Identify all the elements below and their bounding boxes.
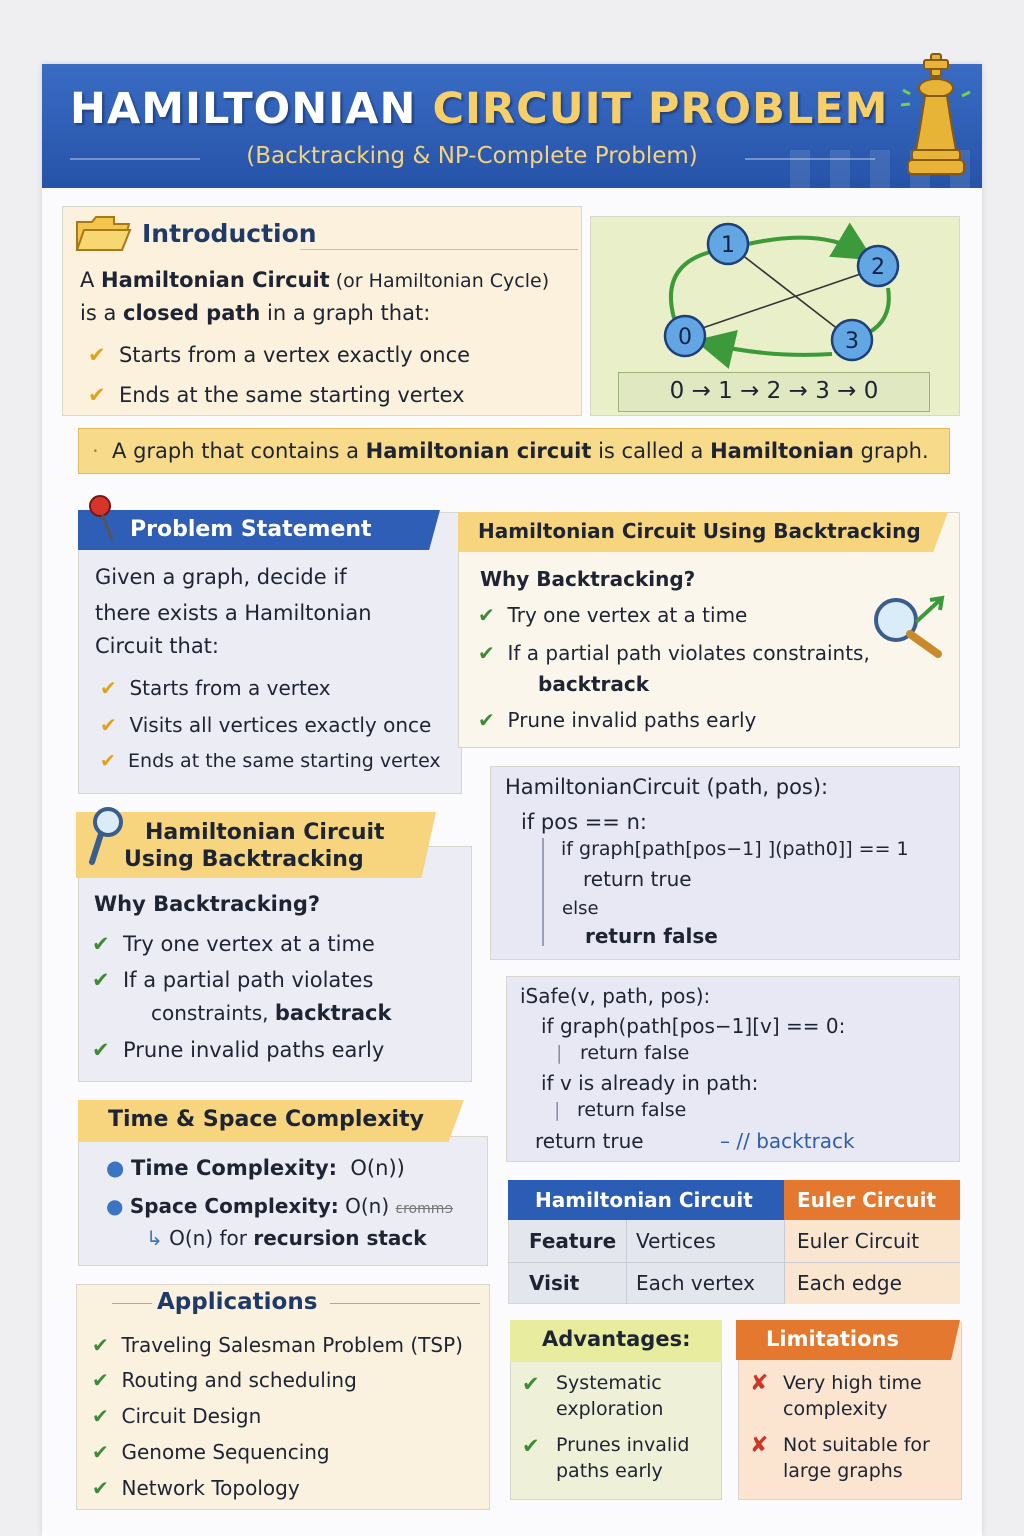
check-icon: ✔ <box>478 603 495 627</box>
applications-rule-right <box>330 1303 480 1304</box>
intro-line1: A Hamiltonian Circuit (or Hamiltonian Cycle) <box>80 268 550 292</box>
problem-line: Circuit that: <box>95 634 219 658</box>
graph-node-label: 0 <box>678 325 692 350</box>
complexity-heading: Time & Space Complexity <box>108 1107 424 1132</box>
code-line: if v is already in path: <box>541 1071 759 1095</box>
code-line: HamiltonianCircuit (path, pos): <box>505 775 829 799</box>
cross-icon: ✘ <box>750 1433 769 1458</box>
graph-node-label: 1 <box>721 233 735 258</box>
page-subtitle: (Backtracking & NP-Complete Problem) <box>246 143 698 169</box>
backtrack-bullet: ✔ If a partial path violates <box>92 968 374 992</box>
backtrack-continuation: constraints, backtrack <box>151 1001 392 1025</box>
code-line: return true <box>535 1129 644 1153</box>
code-indent-mark: | <box>554 1099 561 1121</box>
advantage-item: Prunes invalid <box>556 1434 690 1456</box>
page-title <box>70 84 900 134</box>
time-complexity: ● Time Complexity: O(n)) <box>106 1156 405 1180</box>
intro-bullet: ✔ Starts from a vertex exactly once <box>88 343 471 367</box>
table-cell: Vertices <box>636 1229 716 1253</box>
problem-bullet: ✔ Starts from a vertex <box>100 676 331 700</box>
table-cell: Feature <box>529 1229 617 1253</box>
table-header-label: Euler Circuit <box>797 1188 937 1212</box>
code-line: if graph(path[pos−1][v] == 0: <box>541 1014 846 1038</box>
code-line: return false <box>585 924 718 948</box>
check-icon: ✔ <box>92 932 110 956</box>
title-part1: HAMILTONIAN <box>70 84 417 134</box>
backtrack-bullet: ✔ Prune invalid paths early <box>478 708 757 732</box>
backtrack-bullet: ✔ Try one vertex at a time <box>478 603 748 627</box>
code-line: iSafe(v, path, pos): <box>520 984 711 1008</box>
application-item: ✔ Genome Sequencing <box>92 1440 330 1464</box>
table-cell: Each vertex <box>636 1271 755 1295</box>
code-indent-mark: | <box>556 1042 563 1064</box>
backtrack-bullet: ✔ Prune invalid paths early <box>92 1038 385 1062</box>
check-icon: ✔ <box>522 1372 540 1396</box>
check-icon: ✔ <box>92 1038 110 1062</box>
check-icon: ✔ <box>92 1440 109 1464</box>
application-item: ✔ Circuit Design <box>92 1404 262 1428</box>
check-icon: ✔ <box>88 343 106 367</box>
table-cell: Visit <box>529 1271 580 1295</box>
problem-line: Given a graph, decide if <box>95 565 347 589</box>
backtrack-keyword: backtrack <box>538 672 650 696</box>
backtrack-bullet: ✔ If a partial path violates constraints, <box>478 641 870 665</box>
problem-bullet: ✔ Visits all vertices exactly once <box>100 713 432 737</box>
intro-bullet: ✔ Ends at the same starting vertex <box>88 383 465 407</box>
check-icon: ✔ <box>100 750 116 772</box>
problem-bullet: ✔ Ends at the same starting vertex <box>100 750 441 772</box>
chess-king-icon <box>898 50 978 185</box>
table-header-label: Hamiltonian Circuit <box>535 1188 753 1212</box>
magnifier-icon <box>868 592 950 660</box>
cross-icon: ✘ <box>750 1371 769 1396</box>
limitation-item: large graphs <box>783 1460 903 1482</box>
advantages-heading: Advantages: <box>542 1327 691 1351</box>
intro-line2: is a closed path in a graph that: <box>80 301 431 325</box>
limitation-item: complexity <box>783 1398 888 1420</box>
application-item: ✔ Network Topology <box>92 1476 300 1500</box>
check-icon: ✔ <box>92 1476 109 1500</box>
check-icon: ✔ <box>478 641 495 665</box>
code-line: return false <box>580 1042 690 1064</box>
code-line: return false <box>577 1099 687 1121</box>
bullet-dot: ● <box>106 1194 124 1218</box>
check-icon: ✔ <box>92 968 110 992</box>
check-icon: ✔ <box>88 383 106 407</box>
graph-node-label: 2 <box>871 255 885 280</box>
check-icon: ✔ <box>522 1434 540 1458</box>
advantage-item: Systematic <box>556 1372 662 1394</box>
bullet-dot: ● <box>106 1156 125 1180</box>
check-icon: ✔ <box>100 676 117 700</box>
path-label: 0 → 1 → 2 → 3 → 0 <box>669 378 879 404</box>
return-arrow-icon: ↳ <box>146 1226 163 1250</box>
table-cell: Euler Circuit <box>797 1229 920 1253</box>
check-icon: ✔ <box>100 713 117 737</box>
code-comment: – // backtrack <box>720 1129 855 1153</box>
backtracking-heading-left-1: Hamiltonian Circuit <box>145 820 385 845</box>
advantage-item: paths early <box>556 1460 663 1482</box>
limitations-heading: Limitations <box>766 1327 899 1351</box>
code-line: if pos == n: <box>521 810 647 834</box>
folder-icon <box>74 214 132 254</box>
code-line: else <box>562 898 599 919</box>
application-item: ✔ Traveling Salesman Problem (TSP) <box>92 1333 463 1357</box>
why-backtracking-left: Why Backtracking? <box>94 892 321 916</box>
table-divider <box>508 1262 960 1263</box>
check-icon: ✔ <box>92 1368 109 1392</box>
title-part2: CIRCUIT PROBLEM <box>432 84 889 134</box>
backtracking-heading-left-2: Using Backtracking <box>124 847 364 872</box>
backtrack-bullet: ✔ Try one vertex at a time <box>92 932 375 956</box>
limitation-item: Not suitable for <box>783 1434 930 1456</box>
backtracking-heading-right: Hamiltonian Circuit Using Backtracking <box>478 519 921 543</box>
intro-heading: Introduction <box>142 219 317 248</box>
problem-line: there exists a Hamiltonian <box>95 601 372 625</box>
check-icon: ✔ <box>92 1333 109 1357</box>
code-line: return true <box>583 867 692 891</box>
problem-heading: Problem Statement <box>130 517 372 542</box>
table-cell: Each edge <box>797 1271 902 1295</box>
pushpin-icon <box>86 494 122 544</box>
code-line: if graph[path[pos−1] ](path0]] == 1 <box>561 838 909 860</box>
intro-heading-rule <box>300 249 578 250</box>
application-item: ✔ Routing and scheduling <box>92 1368 357 1392</box>
graph-node-label: 3 <box>845 329 859 354</box>
space-complexity: ● Space Complexity: O(n) ɛrommɘ <box>106 1194 453 1218</box>
advantage-item: exploration <box>556 1398 664 1420</box>
applications-rule-left <box>112 1303 152 1304</box>
applications-heading: Applications <box>157 1289 318 1315</box>
recursion-stack-note: ↳ O(n) for recursion stack <box>146 1226 427 1250</box>
check-icon: ✔ <box>92 1404 109 1428</box>
check-icon: ✔ <box>478 708 495 732</box>
code-indent-guide <box>542 838 544 946</box>
limitation-item: Very high time <box>783 1372 922 1394</box>
why-backtracking-right: Why Backtracking? <box>480 567 696 591</box>
note-text: · A graph that contains a Hamiltonian circuit is called a Hamiltonian graph. <box>92 439 929 463</box>
magnifier-icon <box>86 804 126 868</box>
